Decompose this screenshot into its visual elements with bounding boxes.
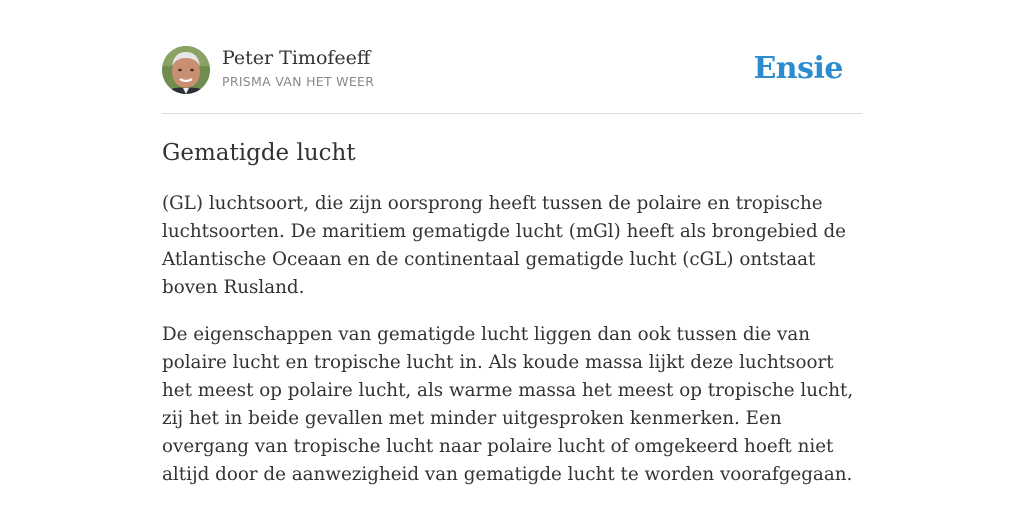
article-paragraph-2: De eigenschappen van gematigde lucht liggen dan ook tussen die van polaire lucht en tropische lucht in. Als koude massa lijkt deze luchtsoort het meest op polaire lucht, als warme massa het meest op tropische lucht, zij het in beide gevallen met minder uitgesproken kenmerken. Een overgang van tropische lucht naar polaire lucht of omgekeerd hoeft niet altijd door de aanwezigheid van gematigde lucht te worden voorafgegaan.	[162, 324, 854, 485]
author-name[interactable]: Peter Timofeeff	[222, 47, 371, 69]
article-title: Gematigde lucht	[162, 140, 356, 166]
author-source[interactable]: PRISMA VAN HET WEER	[222, 74, 375, 89]
author-avatar[interactable]	[162, 46, 210, 94]
article-header	[162, 46, 862, 96]
article-paragraph-1: (GL) luchtsoort, die zijn oorsprong heeft tussen de polaire en tropische luchtsoorten. De maritiem gematigde lucht (mGl) heeft als brongebied de Atlantische Oceaan en de continentaal gematigde lucht (cGL) ontstaat boven Rusland.	[162, 193, 846, 298]
article-card	[162, 0, 862, 512]
brand-logo[interactable]: Ensie	[753, 51, 843, 86]
author-portrait-icon	[162, 46, 210, 94]
header-divider	[162, 113, 862, 114]
